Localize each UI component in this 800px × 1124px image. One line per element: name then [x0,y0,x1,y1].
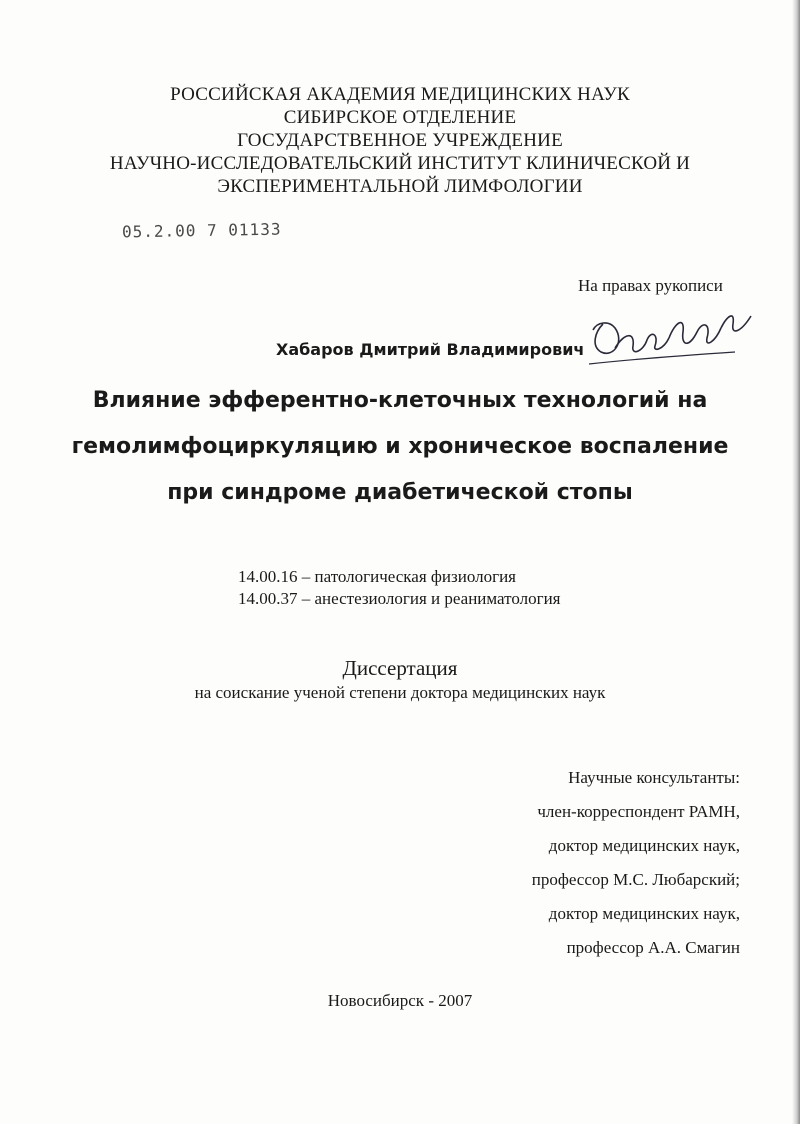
consultant-line: Научные консультанты: [568,768,740,787]
consultant-line: доктор медицинских наук, [548,836,740,855]
degree-subtitle: на соискание ученой степени доктора медицинских наук [194,683,606,702]
header-line: ЭКСПЕРИМЕНТАЛЬНОЙ ЛИМФОЛОГИИ [217,176,583,197]
consultant-line: доктор медицинских наук, [548,904,740,923]
institution-header [0,83,800,198]
consultant-line: профессор М.С. Любарский; [531,870,740,889]
title-line: гемолимфоциркуляцию и хроническое воспаление [71,434,729,459]
document-type: Диссертация [342,656,458,680]
dissertation-title [0,378,800,516]
specialty-line: 14.00.16 – патологическая физиология [238,567,516,586]
consultant-line: профессор А.А. Смагин [566,938,740,957]
header-line: ГОСУДАРСТВЕННОЕ УЧРЕЖДЕНИЕ [237,130,563,151]
consultant-line: член-корреспондент РАМН, [537,802,740,821]
registration-stamp: 05.2.00 7 01133 [121,219,282,242]
manuscript-note: На правах рукописи [578,276,723,295]
specialty-line: 14.00.37 – анестезиология и реаниматология [238,589,561,608]
title-line: при синдроме диабетической стопы [167,480,633,505]
scientific-consultants [532,761,740,965]
handwritten-signature [585,302,760,374]
title-line: Влияние эфферентно-клеточных технологий на [92,388,708,413]
header-line: НАУЧНО-ИССЛЕДОВАТЕЛЬСКИЙ ИНСТИТУТ КЛИНИЧЕСКОЙ И [109,153,691,174]
specialty-codes [238,566,561,610]
author-name: Хабаров Дмитрий Владимирович [276,340,585,359]
header-line: СИБИРСКОЕ ОТДЕЛЕНИЕ [283,107,517,128]
header-line: РОССИЙСКАЯ АКАДЕМИЯ МЕДИЦИНСКИХ НАУК [170,84,630,105]
city-year: Новосибирск - 2007 [327,991,473,1010]
